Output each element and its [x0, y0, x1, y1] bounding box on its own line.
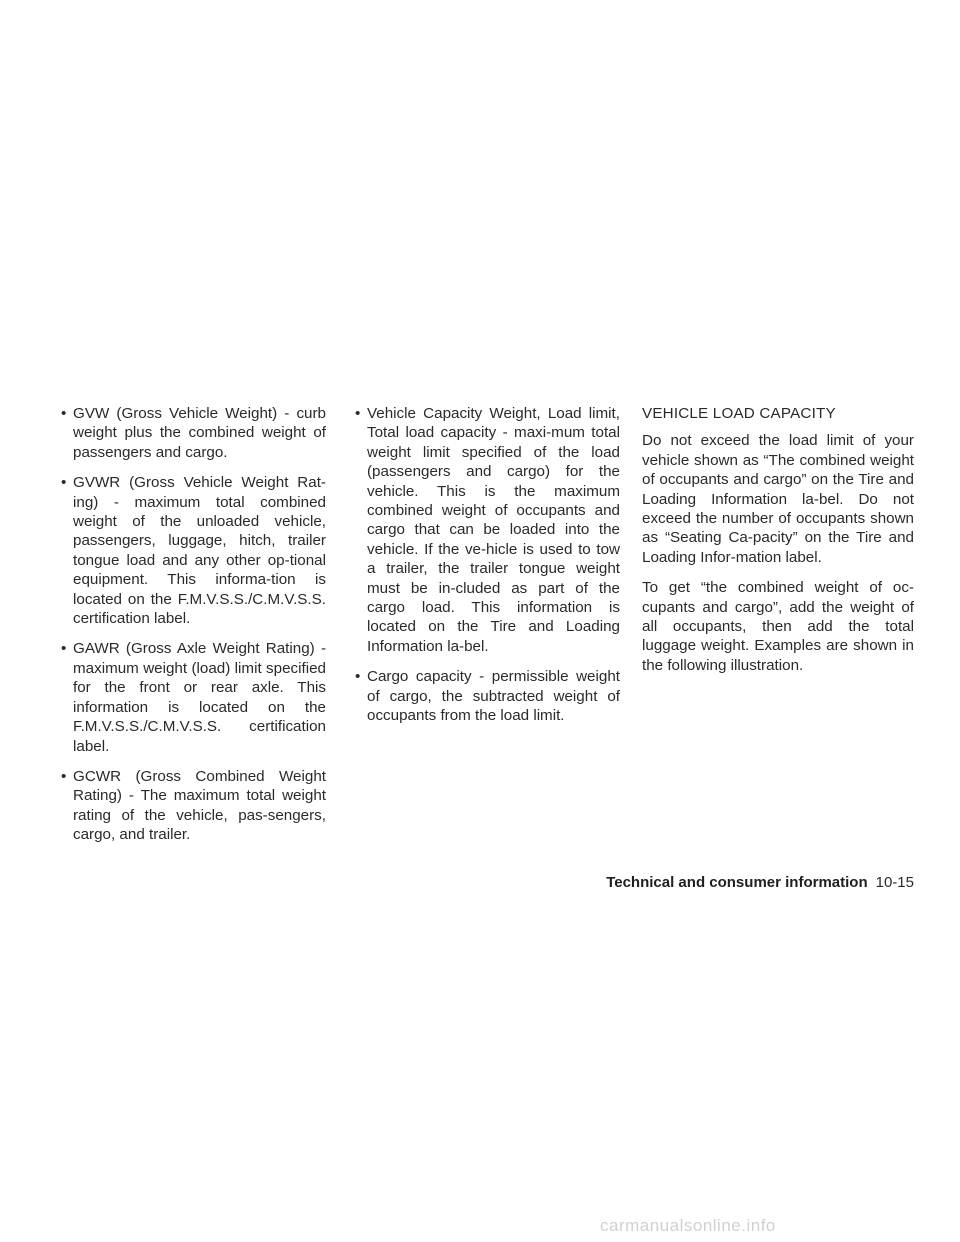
right-column: [642, 404, 914, 686]
bullet-marker: •: [355, 405, 361, 422]
gcwr-definition: GCWR (Gross Combined Weight Rating) - The maximum total weight rating of the vehicle, pas-sengers, cargo, and trailer.: [73, 767, 326, 844]
paragraph: Do not exceed the load limit of your vehicle shown as “The combined weight of occupants and cargo” on the Tire and Loading Information la-bel. Do not exceed the number of occupants shown as “Seating Ca-pacity” on the Tire and Loading Infor-mation label.: [642, 432, 914, 566]
list-item: [58, 473, 326, 628]
gvw-definition: GVW (Gross Vehicle Weight) - curb weight plus the combined weight of passengers and cargo.: [73, 405, 326, 461]
list-item: [58, 404, 326, 462]
footer-section-title: Technical and consumer information: [606, 874, 868, 891]
bullet-marker: •: [61, 640, 67, 658]
list-item: [352, 404, 620, 656]
list-item: [58, 639, 326, 755]
paragraph: To get “the combined weight of oc-cupants and cargo”, add the weight of all occupants, then add the total luggage weight. Examples are shown in the following illustration.: [642, 579, 914, 674]
page-number: 10-15: [875, 874, 914, 891]
page-footer: [606, 874, 914, 891]
middle-column: [352, 404, 620, 737]
bullet-marker: •: [61, 767, 67, 785]
list-item: [58, 767, 326, 845]
bullet-marker: •: [61, 405, 67, 422]
section-heading: VEHICLE LOAD CAPACITY: [642, 405, 836, 422]
list-item: [352, 667, 620, 725]
left-column: [58, 404, 326, 856]
vehicle-capacity-definition: Vehicle Capacity Weight, Load limit, Total load capacity - maxi-mum total weight limit specified of the load (passengers and cargo) for the vehicle. This is the maximum combined weight of occupants and cargo that can be loaded into the vehicle. If the ve-hicle is used to tow a trailer, the trailer tongue weight must be in-cluded as part of the cargo load. This information is located on the Tire and Loading Information la-bel.: [367, 405, 620, 655]
gawr-definition: GAWR (Gross Axle Weight Rating) - maximum weight (load) limit specified for the front or rear axle. This information is located on the F.M.V.S.S./C.M.V.S.S. certification label.: [73, 640, 326, 755]
cargo-capacity-definition: Cargo capacity - permissible weight of cargo, the subtracted weight of occupants from the load limit.: [367, 668, 620, 725]
bullet-marker: •: [355, 668, 361, 686]
gvwr-definition: GVWR (Gross Vehicle Weight Rat-ing) - maximum total combined weight of the unloaded vehicle, passengers, luggage, hitch, trailer tongue load and any other op-tional equipment. This informa-tion is located on the F.M.V.S.S./C.M.V.S.S. certification label.: [73, 474, 326, 628]
watermark: carmanualsonline.info: [600, 1216, 776, 1235]
bullet-marker: •: [61, 474, 67, 492]
